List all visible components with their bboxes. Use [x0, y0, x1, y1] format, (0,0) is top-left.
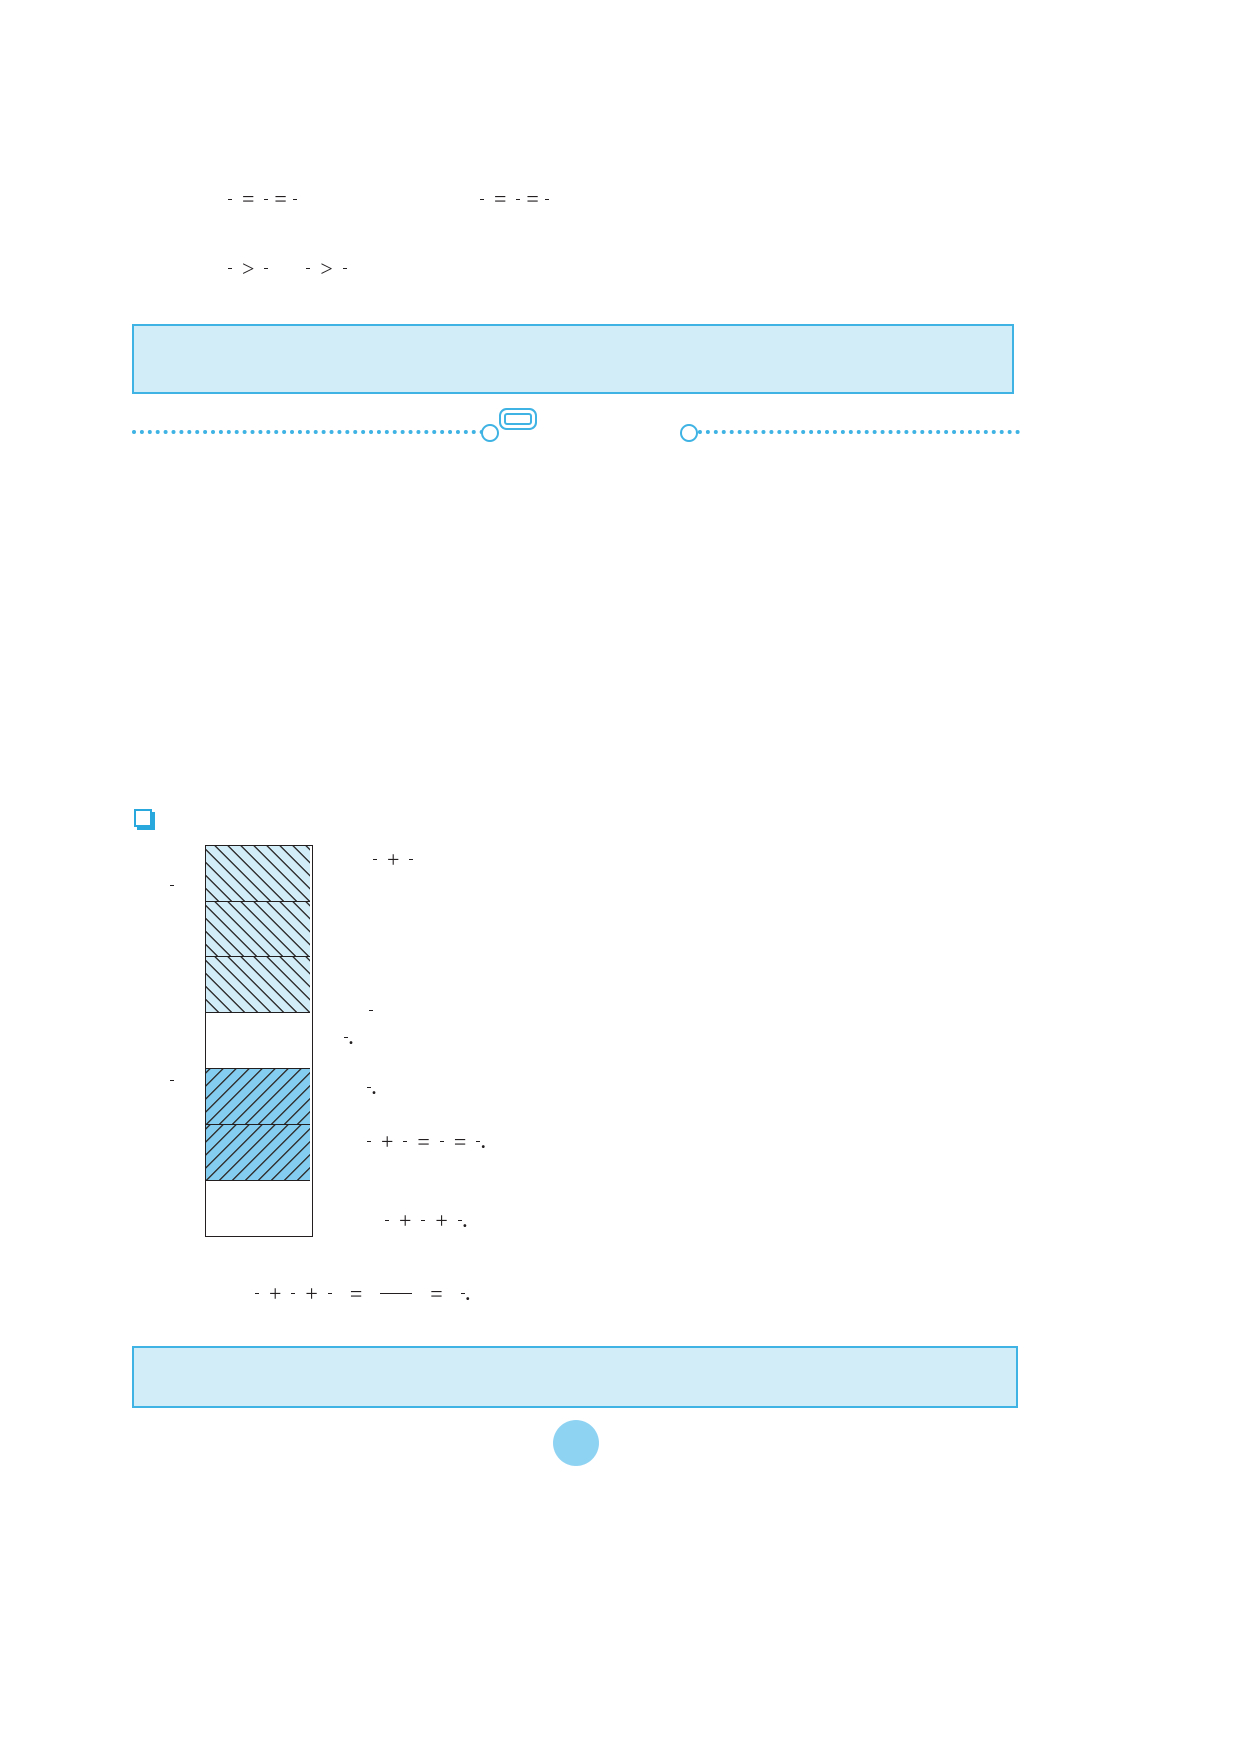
- strip-label-top: [170, 876, 174, 894]
- fraction-strip: [205, 845, 313, 1237]
- total-coloured-line: + + = = .: [247, 1280, 471, 1307]
- para-it-means: + = = .: [361, 1128, 486, 1155]
- problem-grid: [172, 500, 1022, 785]
- strip-part-5: [206, 1068, 310, 1124]
- equivalence-4-7: = =: [480, 186, 549, 212]
- strip-part-1: [206, 846, 310, 901]
- equivalence-3-5: = =: [228, 186, 297, 212]
- para-one-colour: [361, 996, 373, 1024]
- eighths-circle-diagram: [858, 1147, 1014, 1303]
- strip-part-3: [206, 956, 310, 1012]
- comparison-line: > >: [228, 255, 347, 282]
- checkbox-bullet-icon: [134, 809, 152, 827]
- para-is-two-sevenths: .: [336, 1024, 354, 1051]
- section-heading: [134, 804, 166, 831]
- page-number: [553, 1420, 599, 1466]
- rule-box-addition: [132, 1346, 1018, 1408]
- footer-ornament-right: [612, 1430, 1032, 1458]
- divider-knot-left: [481, 424, 499, 442]
- divider-knot-right: [680, 424, 698, 442]
- strip-part-4: [206, 1012, 310, 1068]
- example-1: +: [361, 846, 425, 873]
- footer-ornament-left: [132, 1430, 552, 1458]
- strip-label-bottom: [170, 1071, 174, 1089]
- strip-part-6: [206, 1124, 310, 1180]
- divider-left: [132, 430, 492, 434]
- problem-set-title: [504, 413, 532, 425]
- para-total-coloured: .: [361, 1074, 377, 1101]
- divider-right: [690, 430, 1020, 434]
- rule-box-compare: [132, 324, 1014, 394]
- strip-part-7: [206, 1180, 310, 1236]
- example-2: + + .: [361, 1207, 468, 1234]
- strip-part-2: [206, 901, 310, 957]
